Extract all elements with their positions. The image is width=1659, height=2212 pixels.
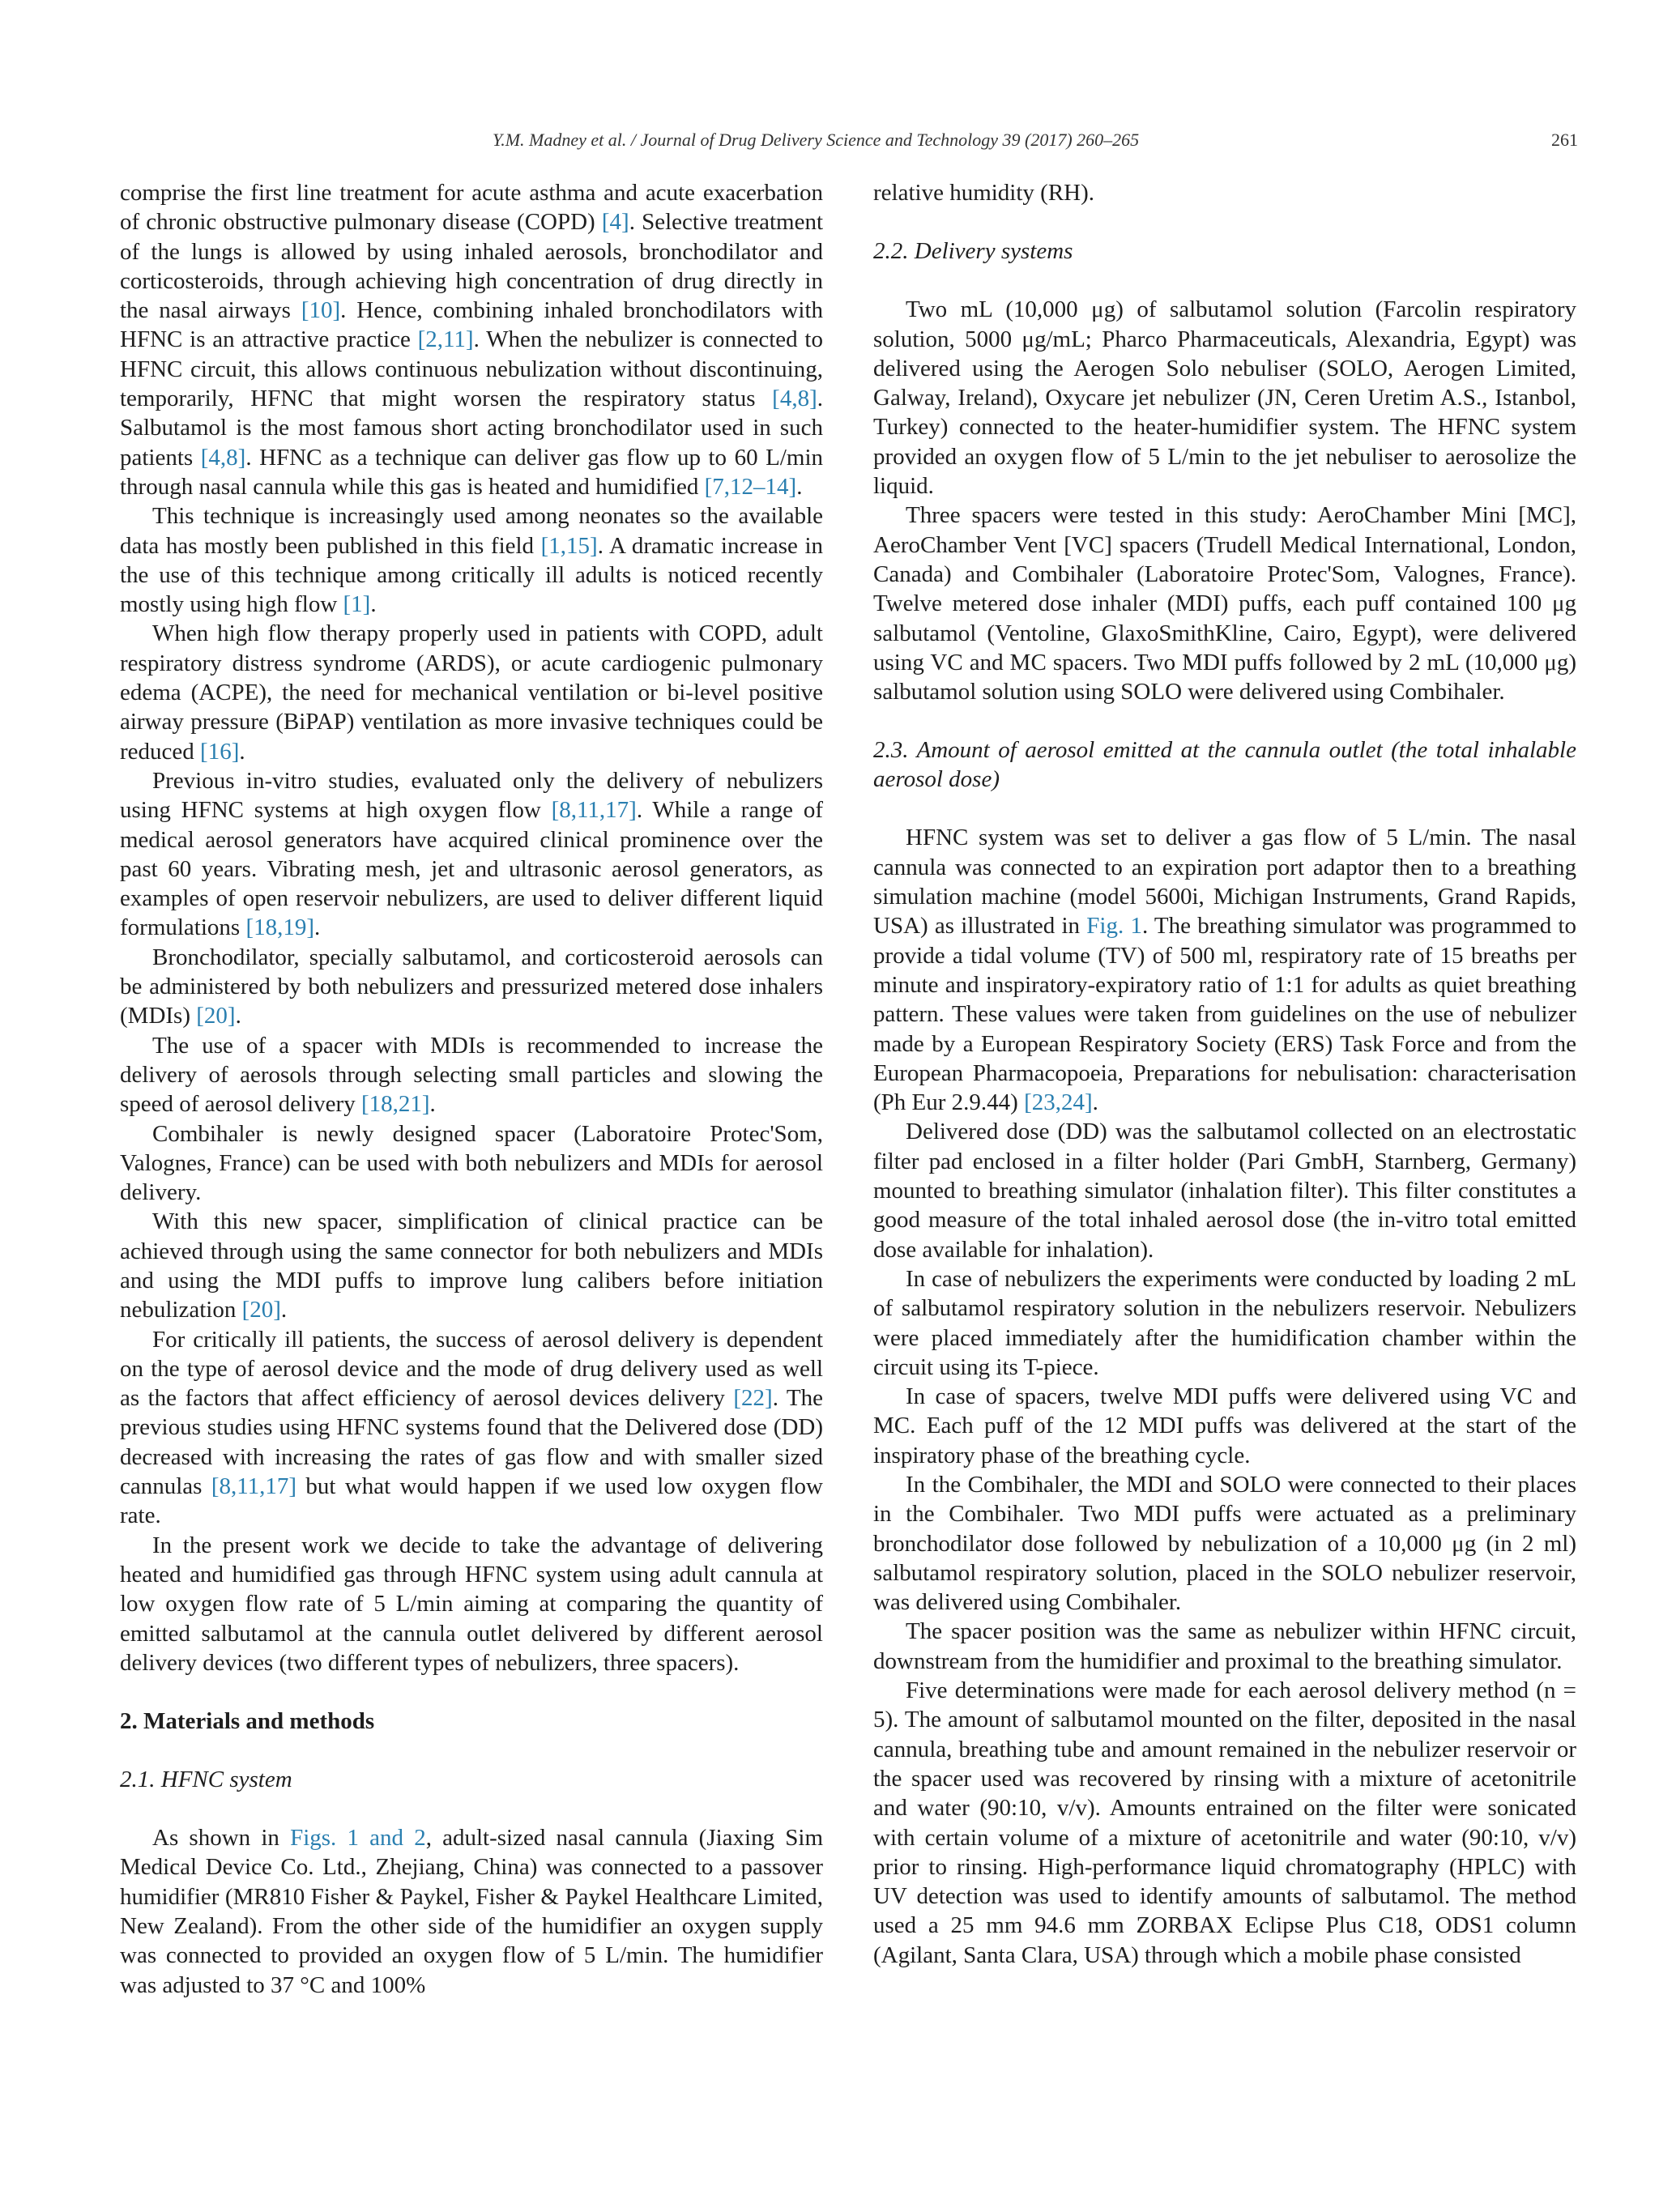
text: . Salbutamol is the most famous short acting bronchodilator used in such patients — [120, 386, 823, 471]
right-column — [873, 178, 1576, 1970]
text: . When the nebulizer is connected to HFNC circuit, this allows continuous nebulization without discontinuing, temporarily, HFNC that might worsen the respiratory status — [120, 326, 823, 412]
citation-link[interactable]: [1,15] — [540, 532, 598, 559]
text: In case of nebulizers the experiments were conducted by loading 2 mL of salbutamol respiratory solution in the nebulizers reservoir. Nebulizers were placed immediately after the humidification chamber within the circuit using its T-piece. — [873, 1265, 1576, 1380]
paragraph — [120, 178, 823, 501]
paragraph — [120, 1031, 823, 1119]
text: . While a range of medical aerosol generators have acquired clinical prominence over the past 60 years. Vibrating mesh, jet and ultrasonic aerosol generators, as examples of open reservoir nebulizers, are used to deliver different liquid formulations — [120, 797, 823, 941]
citation-link[interactable]: [20] — [241, 1297, 281, 1323]
figure-link[interactable]: Figs. 1 and 2 — [290, 1825, 426, 1852]
text: . — [370, 591, 377, 618]
text: Bronchodilator, specially salbutamol, and corticosteroid aerosols can be administered by both nebulizers and pressurized metered dose inhalers (MDIs) — [120, 944, 823, 1029]
text: . — [796, 473, 803, 500]
page-number: 261 — [1551, 130, 1578, 150]
text: . — [1092, 1089, 1098, 1116]
text: . — [239, 738, 245, 765]
paragraph — [120, 1531, 823, 1677]
citation-link[interactable]: [4,8] — [772, 386, 817, 412]
citation-link[interactable]: [8,11,17] — [211, 1473, 297, 1500]
text: . A dramatic increase in the use of this technique among critically ill adults is noticed recently mostly using high flow — [120, 532, 824, 618]
text: This technique is increasingly used among neonates so the available data has mostly been published in this field — [120, 503, 823, 559]
subsection-heading: 2.1. HFNC system — [120, 1767, 292, 1793]
citation-link[interactable]: [16] — [200, 738, 240, 765]
text: Five determinations were made for each aerosol delivery method (n = 5). The amount of salbutamol mounted on the filter, deposited in the nasal cannula, breathing tube and amount remained in the nebulizer reservoir or the spacer used was recovered by rinsing with a mixture of acetonitrile and water (90:10, v/v). Amounts entrained on the filter were sonicated with certain volume of a mixture of acetonitrile and water (90:10, v/v) prior to rinsing. High-performance liquid chromatography (HPLC) with UV detection was used to identify amounts of salbutamol. The method used a 25 mm 94.6 mm ZORBAX Eclipse Plus C18, ODS1 column (Agilant, Santa Clara, USA) through which a mobile phase consisted — [873, 1677, 1576, 1968]
page-header — [120, 130, 1578, 162]
subsection-heading: 2.2. Delivery systems — [873, 238, 1073, 265]
text: . — [314, 914, 321, 941]
paragraph — [873, 178, 1576, 207]
paragraph — [873, 1117, 1576, 1264]
text: but what would happen if we used low oxygen flow rate. — [120, 1473, 823, 1529]
paragraph — [873, 1382, 1576, 1470]
text: . Selective treatment of the lungs is allowed by using inhaled aerosols, bronchodilator and corticosteroids, through achieving high concentration of drug directly in the nasal airways — [120, 209, 823, 324]
paragraph — [120, 943, 823, 1031]
paragraph — [120, 619, 823, 765]
citation-link[interactable]: [23,24] — [1024, 1089, 1093, 1116]
citation-link[interactable]: [8,11,17] — [551, 797, 637, 824]
paragraph — [873, 295, 1576, 501]
figure-link[interactable]: Fig. 1 — [1086, 913, 1142, 940]
text: For critically ill patients, the success of aerosol delivery is dependent on the type of aerosol device and the mode of drug delivery used as well as the factors that affect efficiency of aerosol devices delivery — [120, 1326, 823, 1412]
text: The use of a spacer with MDIs is recommended to increase the delivery of aerosols through selecting small particles and slowing the speed of aerosol delivery — [120, 1032, 823, 1118]
paragraph — [873, 1617, 1576, 1676]
citation-link[interactable]: [4,8] — [200, 444, 246, 471]
text: In the present work we decide to take the advantage of delivering heated and humidified gas through HFNC system using adult cannula at low oxygen flow rate of 5 L/min aiming at comparing the quantity of emitted salbutamol at the cannula outlet delivered by different aerosol delivery devices (two different types of nebulizers, three spacers). — [120, 1532, 823, 1676]
text: Delivered dose (DD) was the salbutamol collected on an electrostatic filter pad enclosed in a filter holder (Pari GmbH, Starnberg, Germany) mounted to breathing simulator (inhalation filter). This filter constitutes a good measure of the total inhaled aerosol dose (the in-vitro total emitted dose available for inhalation). — [873, 1119, 1576, 1263]
subsection-heading: 2.3. Amount of aerosol emitted at the cannula outlet (the total inhalable aerosol dose) — [873, 737, 1576, 793]
text: HFNC system was set to deliver a gas flow of 5 L/min. The nasal cannula was connected to an expiration port adaptor then to a breathing simulation machine (model 5600i, Michigan Instruments, Grand Rapids, USA) as illustrated in — [873, 825, 1576, 940]
paragraph — [120, 766, 823, 943]
paragraph — [120, 1325, 823, 1531]
text: Combihaler is newly designed spacer (Laboratoire Protec'Som, Valognes, France) can be used with both nebulizers and MDIs for aerosol delivery. — [120, 1120, 823, 1206]
citation-link[interactable]: [18,21] — [360, 1091, 430, 1118]
text: When high flow therapy properly used in patients with COPD, adult respiratory distress syndrome (ARDS), or acute cardiogenic pulmonary edema (ACPE), the need for mechanical ventilation or bi-level positive airway pressure (BiPAP) ventilation as more invasive techniques could be reduced — [120, 620, 823, 765]
text: . HFNC as a technique can deliver gas flow up to 60 L/min through nasal cannula while this gas is heated and humidified — [120, 444, 823, 500]
paragraph — [873, 823, 1576, 1117]
running-title: Y.M. Madney et al. / Journal of Drug Delivery Science and Technology 39 (2017) 260–265 — [493, 130, 1140, 150]
citation-link[interactable]: [2,11] — [417, 326, 474, 353]
paragraph — [873, 1470, 1576, 1617]
citation-link[interactable]: [7,12–14] — [704, 473, 797, 500]
citation-link[interactable]: [10] — [301, 297, 341, 324]
text: As shown in — [152, 1825, 291, 1852]
text: In case of spacers, twelve MDI puffs were delivered using VC and MC. Each puff of the 12 MDI puffs was delivered at the start of the inspiratory phase of the breathing cycle. — [873, 1383, 1576, 1468]
section-heading: 2. Materials and methods — [120, 1708, 375, 1735]
citation-link[interactable]: [20] — [196, 1003, 236, 1029]
text: In the Combihaler, the MDI and SOLO were connected to their places in the Combihaler. Two MDI puffs were actuated as a preliminary bronchodilator dose followed by nebulization of a 10,000 μg (in 2 ml) salbutamol respiratory solution, placed in the SOLO nebulizer reservoir, was delivered using Combihaler. — [873, 1471, 1576, 1616]
citation-link[interactable]: [4] — [601, 209, 629, 236]
citation-link[interactable]: [22] — [733, 1385, 773, 1412]
paragraph — [873, 1264, 1576, 1382]
paragraph — [120, 501, 823, 619]
paragraph — [873, 1676, 1576, 1970]
text: Two mL (10,000 μg) of salbutamol solution (Farcolin respiratory solution, 5000 μg/mL; Pharco Pharmaceuticals, Alexandria, Egypt) was delivered using the Aerogen Solo nebuliser (SOLO, Aerogen Limited, Galway, Ireland), Oxycare jet nebulizer (JN, Ceren Uretim A.S., Istanbol, Turkey) connected to the heater-humidifier system. The HFNC system provided an oxygen flow of 5 L/min to the jet nebuliser to aerosolize the liquid. — [873, 296, 1576, 500]
text: Three spacers were tested in this study: AeroChamber Mini [MC], AeroChamber Vent [VC] spacers (Trudell Medical International, London, Canada) and Combihaler (Laboratoire Protec'Som, Valognes, France). Twelve metered dose inhaler (MDI) puffs, each puff contained 100 μg salbutamol (Ventoline, GlaxoSmithKline, Cairo, Egypt), were delivered using VC and MC spacers. Two MDI puffs followed by 2 mL (10,000 μg) salbutamol solution using SOLO were delivered using Combihaler. — [873, 502, 1576, 705]
text: . Hence, combining inhaled bronchodilators with HFNC is an attractive practice — [120, 297, 824, 353]
text: . — [429, 1091, 436, 1118]
citation-link[interactable]: [1] — [343, 591, 371, 618]
text: The spacer position was the same as nebulizer within HFNC circuit, downstream from the humidifier and proximal to the breathing simulator. — [873, 1618, 1576, 1674]
text: . The previous studies using HFNC systems found that the Delivered dose (DD) decreased with increasing the rates of gas flow and with smaller sized cannulas — [120, 1385, 823, 1500]
paragraph — [120, 1119, 823, 1208]
text: , adult-sized nasal cannula (Jiaxing Sim Medical Device Co. Ltd., Zhejiang, China) was connected to a passover humidifier (MR810 Fisher & Paykel, Fisher & Paykel Healthcare Limited, New Zealand). From the other side of the humidifier an oxygen supply was connected to provided an oxygen flow of 5 L/min. The humidifier was adjusted to 37 °C and 100% — [120, 1825, 824, 1998]
paragraph — [120, 1823, 823, 2000]
text: . — [235, 1003, 241, 1029]
left-column — [120, 178, 823, 2000]
text: comprise the first line treatment for acute asthma and acute exacerbation of chronic obstructive pulmonary disease (COPD) — [120, 180, 823, 236]
paragraph — [120, 1207, 823, 1324]
text: With this new spacer, simplification of clinical practice can be achieved through using the same connector for both nebulizers and MDIs and using the MDI puffs to improve lung calibers before initiation nebulization — [120, 1208, 823, 1323]
text: . The breathing simulator was programmed to provide a tidal volume (TV) of 500 ml, respiratory rate of 15 breaths per minute and inspiratory-expiratory ratio of 1:1 for adults as quiet breathing pattern. These values were taken from guidelines on the use of nebulizer made by a European Respiratory Society (ERS) Task Force and from the European Pharmacopoeia, Preparations for nebulisation: characterisation (Ph Eur 2.9.44) — [873, 913, 1577, 1116]
paragraph — [873, 501, 1576, 706]
text: . — [280, 1297, 288, 1323]
citation-link[interactable]: [18,19] — [245, 914, 315, 941]
text: relative humidity (RH). — [873, 180, 1095, 206]
text: Previous in-vitro studies, evaluated only the delivery of nebulizers using HFNC systems at high oxygen flow — [120, 767, 823, 824]
